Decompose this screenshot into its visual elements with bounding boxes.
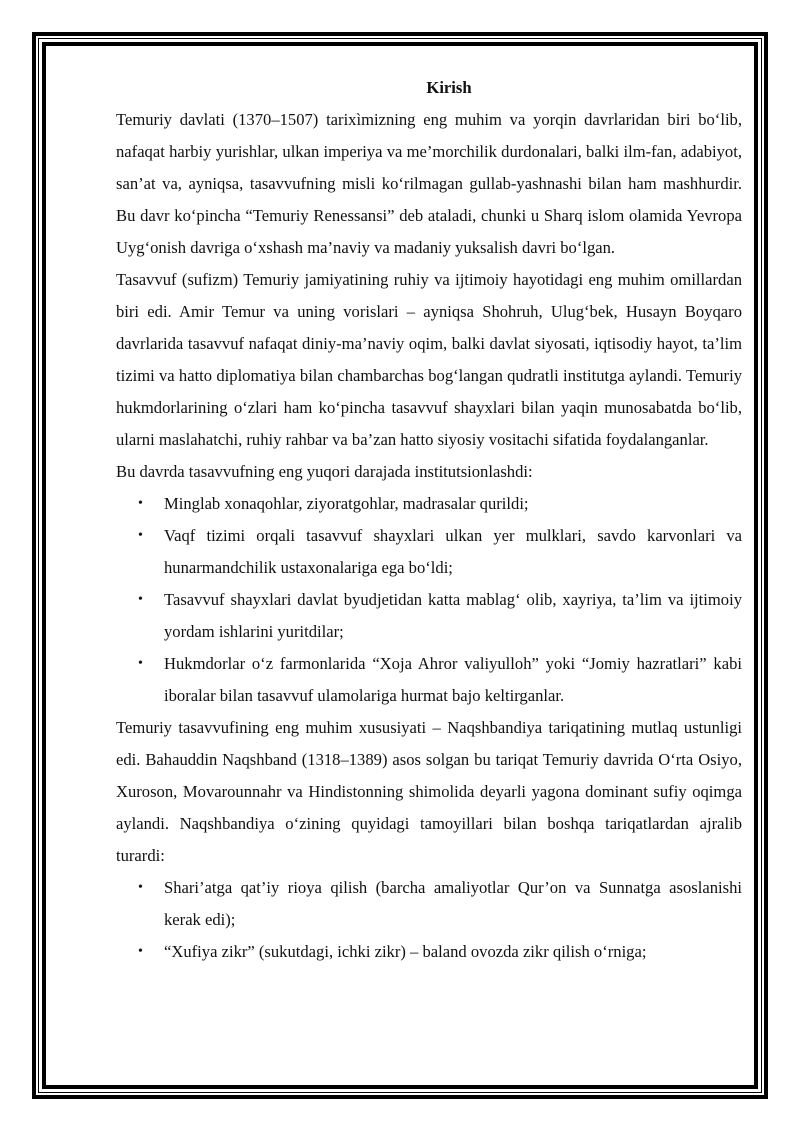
page-title: Kirish — [426, 78, 472, 97]
list-item — [116, 584, 742, 648]
list-item-text: “Xufiya zikr” (sukutdagi, ichki zikr) – baland ovozda zikr qilish o‘rniga; — [164, 942, 647, 961]
bullet-icon: • — [138, 496, 143, 511]
paragraph-intro: Temuriy davlati (1370–1507) tarixìmizning eng muhim va yorqin davrlaridan biri bo‘lib, nafaqat harbiy yurishlar, ulkan imperiya va me’morchilik durdonalari, balki ilm-fan, adabiyot, san’at va, ayniqsa, tasavvufning misli ko‘rilmagan gullab-yashnashi bilan ham mashhurdir. Bu davr ko‘pincha “Temuriy Renessansi” deb ataladi, chunki u Sharq islom olamida Yevropa Uyg‘onish davriga o‘xshash ma’naviy va madaniy yuksalish davri bo‘lgan. — [116, 110, 742, 257]
list-item-text: Hukmdorlar o‘z farmonlarida “Xoja Ahror valiyulloh” yoki “Jomiy hazratlari” kabi iboralar bilan tasavvuf ulamolariga hurmat bajo keltirganlar. — [164, 654, 742, 705]
list-item-text: Minglab xonaqohlar, ziyoratgohlar, madrasalar qurildi; — [164, 494, 529, 513]
paragraph-institutionalization: Bu davrda tasavvufning eng yuqori darajada institutsionlashdi: — [116, 462, 533, 481]
naqshbandiya-principles-list — [116, 872, 742, 968]
bullet-icon: • — [138, 592, 143, 607]
list-item — [116, 936, 742, 968]
list-item — [116, 872, 742, 936]
list-item-text: Vaqf tizimi orqali tasavvuf shayxlari ulkan yer mulklari, savdo karvonlari va hunarmandchilik ustaxonalariga ega bo‘ldi; — [164, 526, 742, 577]
bullet-icon: • — [138, 528, 143, 543]
document-body — [116, 72, 742, 968]
list-item-text: Tasavvuf shayxlari davlat byudjetidan katta mablag‘ olib, xayriya, ta’lim va ijtimoiy yordam ishlarini yuritdilar; — [164, 590, 742, 641]
bullet-icon: • — [138, 656, 143, 671]
bullet-icon: • — [138, 880, 143, 895]
paragraph-sufism: Tasavvuf (sufizm) Temuriy jamiyatining ruhiy va ijtimoiy hayotidagi eng muhim omillardan biri edi. Amir Temur va uning vorislari – ayniqsa Shohruh, Ulug‘bek, Husayn Boyqaro davrlarida tasavvuf nafaqat diniy-ma’naviy oqim, balki davlat siyosati, iqtisodiy hayot, ta’lim tizimi va hatto diplomatiya bilan chambarchas bog‘langan qudratli institutga aylandi. Temuriy hukmdorlarining o‘zlari ham ko‘pincha tasavvuf shayxlari bilan yaqin munosabatda bo‘lib, ularni maslahatchi, ruhiy rahbar va ba’zan hatto siyosiy vositachi sifatida foydalanganlar. — [116, 270, 742, 449]
list-item — [116, 488, 742, 520]
institutionalization-list — [116, 488, 742, 712]
list-item — [116, 648, 742, 712]
list-item-text: Shari’atga qat’iy rioya qilish (barcha amaliyotlar Qur’on va Sunnatga asoslanishi kerak edi); — [164, 878, 742, 929]
bullet-icon: • — [138, 944, 143, 959]
paragraph-naqshbandiya: Temuriy tasavvufining eng muhim xususiyati – Naqshbandiya tariqatining mutlaq ustunligi edi. Bahauddin Naqshband (1318–1389) asos solgan bu tariqat Temuriy davrida O‘rta Osiyo, Xuroson, Movarounnahr va Hindistonning shimolida deyarli yagona dominant sufiy oqimga aylandi. Naqshbandiya o‘zining quyidagi tamoyillari bilan boshqa tariqatlardan ajralib turardi: — [116, 718, 742, 865]
list-item — [116, 520, 742, 584]
